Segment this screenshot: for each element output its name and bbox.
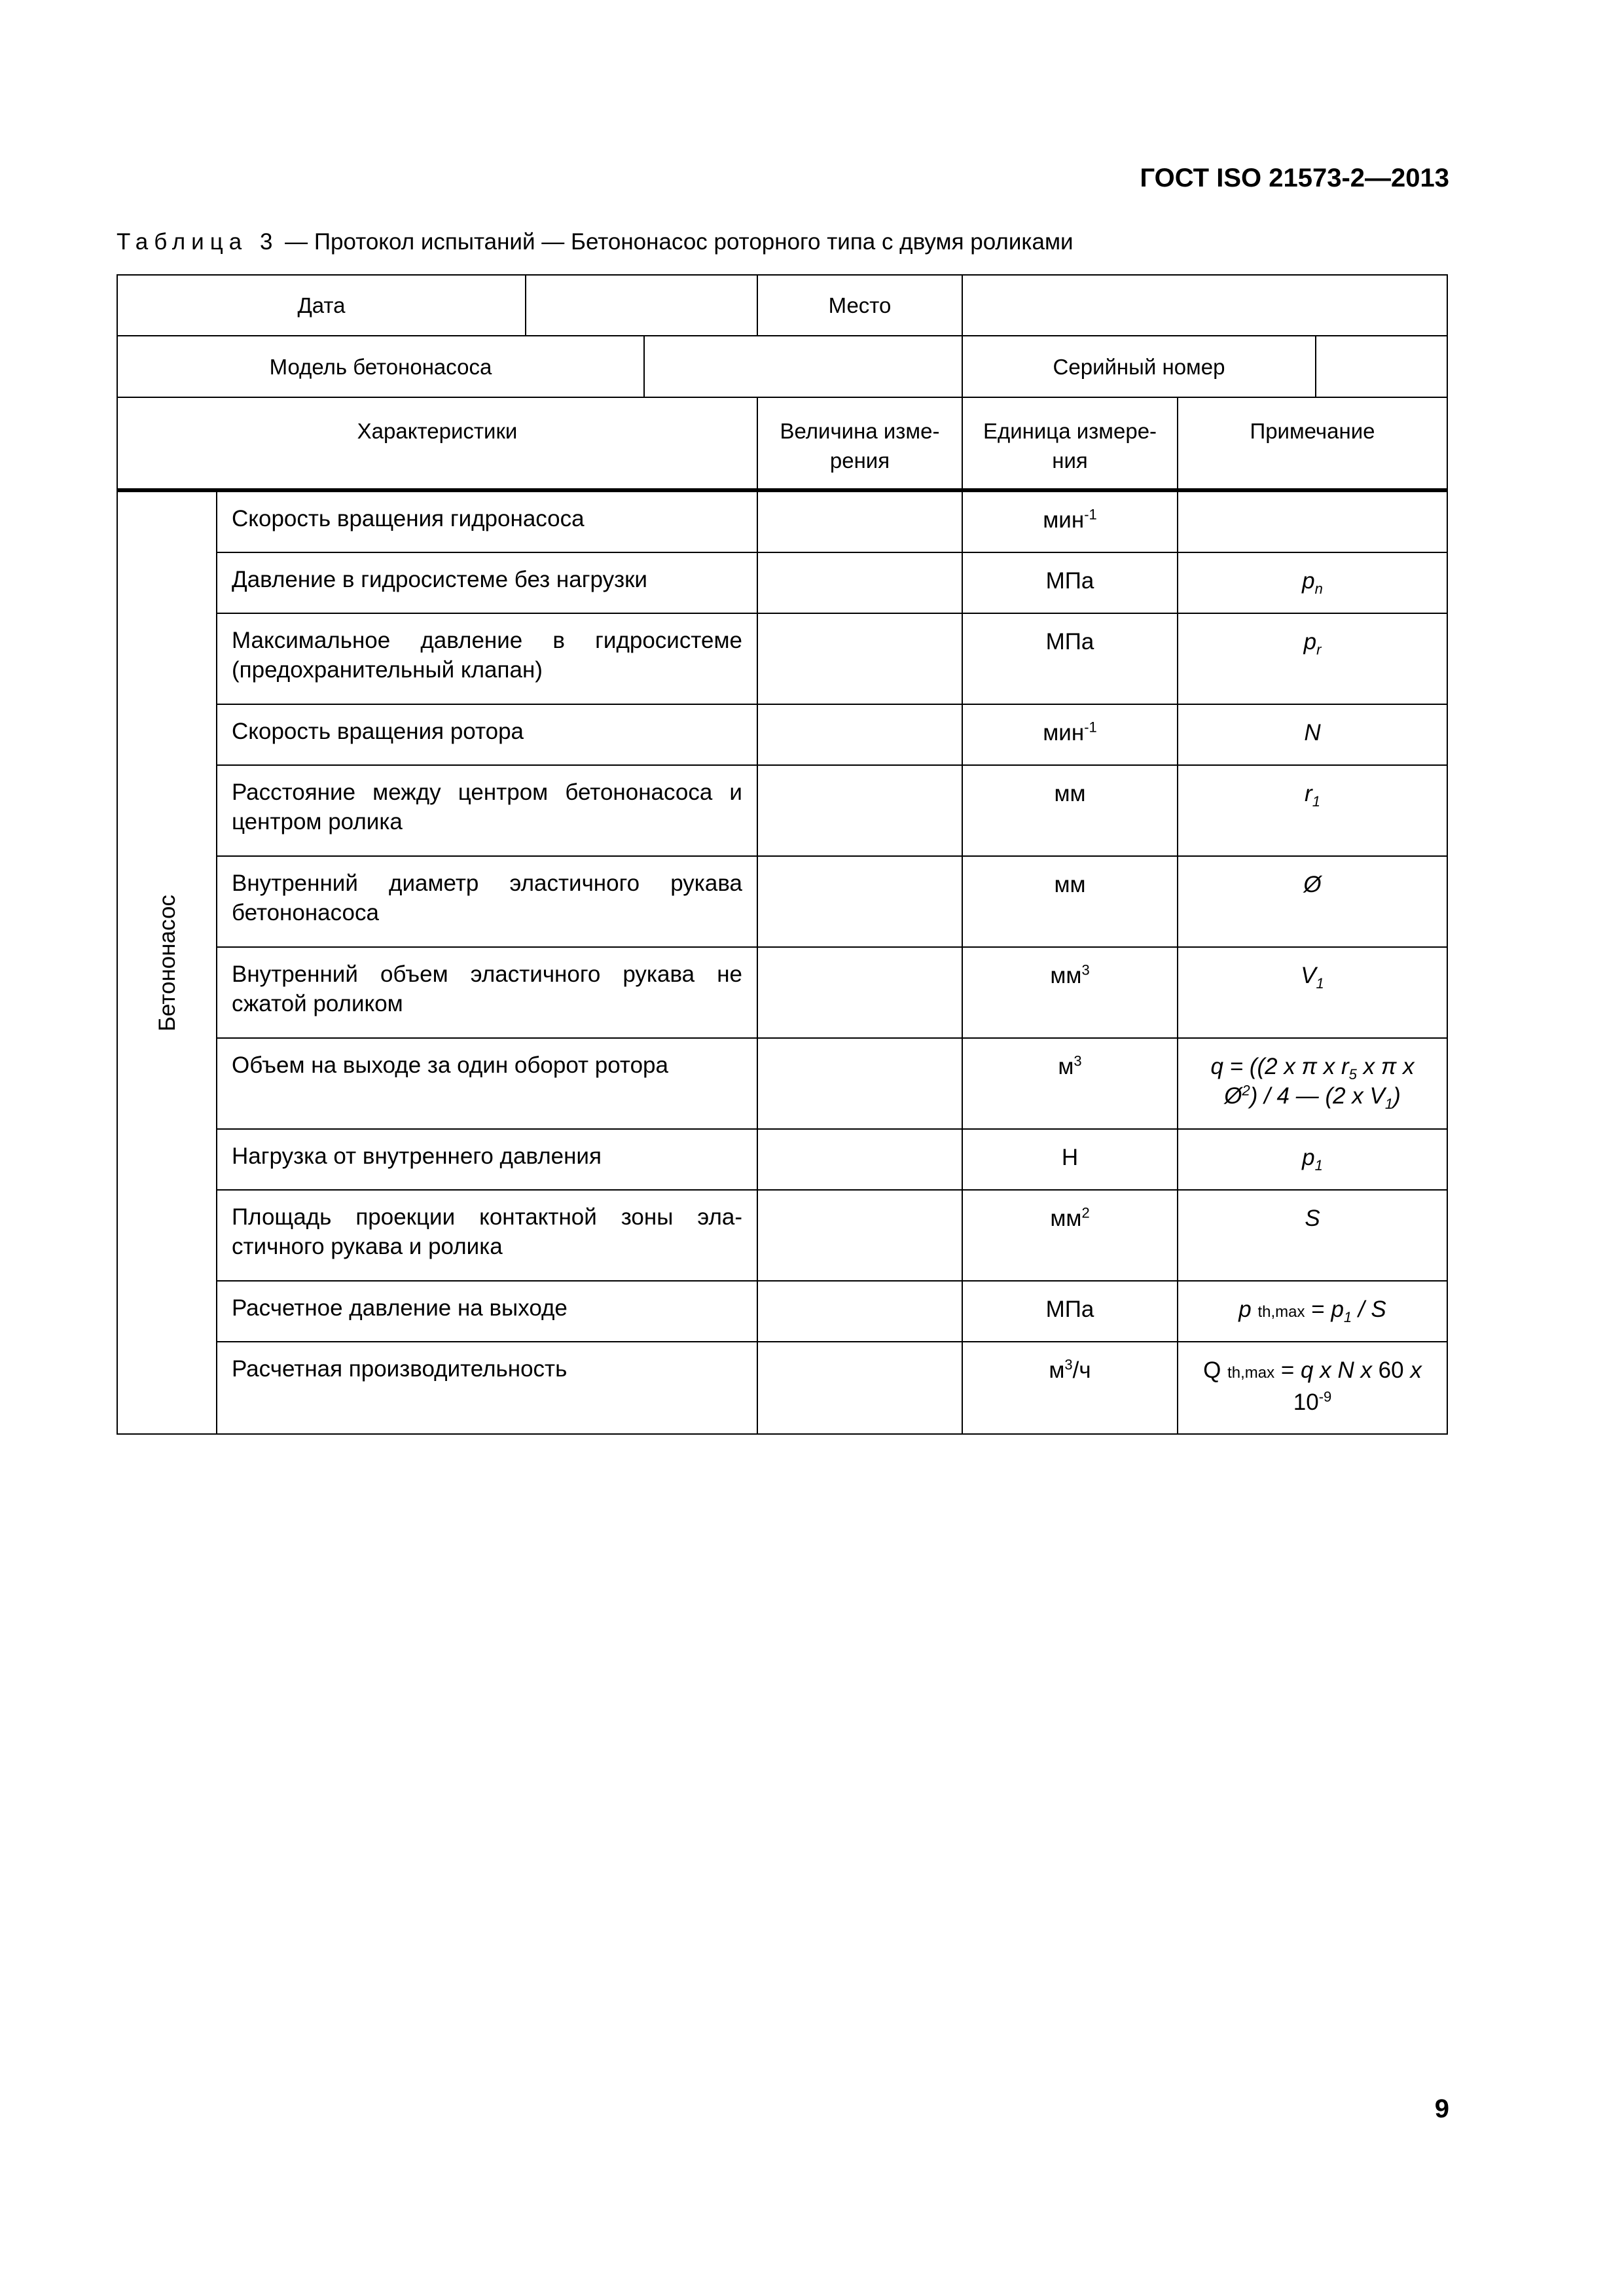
measured-value-cell[interactable] — [757, 764, 963, 857]
note-value: $p_1$ — [1302, 1145, 1323, 1174]
unit-cell: МПа — [962, 613, 1178, 705]
unit-cell — [962, 1189, 1178, 1282]
group-label: Бетононасос — [154, 894, 180, 1031]
row-label: Нагрузка от внутреннего давления — [216, 1128, 758, 1191]
row-label: Расчетная производительность — [216, 1341, 758, 1435]
row-label: Расстояние между центром бетононасоса и центром ролика — [216, 764, 758, 857]
unit-value: $м^3$ — [1058, 1052, 1082, 1079]
unit-cell — [962, 1037, 1178, 1130]
note-value: q = ((2 x π x $r_5$ x π x $Ø^2) / 4$ — (2 x $V_1$) — [1210, 1054, 1415, 1112]
unit-cell — [962, 946, 1178, 1039]
unit-cell: МПа — [962, 552, 1178, 614]
place-value-cell[interactable] — [962, 274, 1448, 336]
note-cell — [1177, 946, 1448, 1039]
row-label: Объем на выходе за один оборот ротора — [216, 1037, 758, 1130]
note-value: Q th,max = q x N x 60 x $10^{-9}$ — [1203, 1357, 1422, 1415]
measured-value-cell[interactable] — [757, 1341, 963, 1435]
measured-value-cell[interactable] — [757, 491, 963, 553]
unit-value: $мм^2$ — [1050, 1204, 1090, 1231]
unit-cell: мм — [962, 855, 1178, 948]
model-label: Модель бетононасоса — [117, 335, 645, 398]
measured-value-cell[interactable] — [757, 704, 963, 766]
note-cell — [1177, 1280, 1448, 1342]
unit-cell — [962, 1341, 1178, 1435]
page-number: 9 — [1434, 2094, 1449, 2123]
date-value-cell[interactable] — [525, 274, 758, 336]
row-label: Скорость вращения гидронасоса — [216, 491, 758, 553]
row-label: Внутренний объем эластичного рукава не сжатой роликом — [216, 946, 758, 1039]
note-cell: S — [1177, 1189, 1448, 1282]
note-cell — [1177, 764, 1448, 857]
unit-cell — [962, 704, 1178, 766]
group-label-cell — [117, 491, 217, 1435]
header-measured-value: Величина изме-рения — [757, 397, 963, 492]
row-label: Внутренний диаметр эластичного рукава бетононасоса — [216, 855, 758, 948]
measured-value-cell[interactable] — [757, 1037, 963, 1130]
note-cell — [1177, 491, 1448, 553]
note-cell — [1177, 1037, 1448, 1130]
note-value: $r_1$ — [1305, 781, 1320, 810]
note-cell — [1177, 1128, 1448, 1191]
header-note: Примечание — [1177, 397, 1448, 492]
header-unit: Единица измере-ния — [962, 397, 1178, 492]
measured-value-cell[interactable] — [757, 552, 963, 614]
unit-cell: Н — [962, 1128, 1178, 1191]
measured-value-cell[interactable] — [757, 1189, 963, 1282]
standard-number: ГОСТ ISO 21573-2—2013 — [1140, 164, 1449, 192]
note-value: $p_n$ — [1302, 568, 1323, 597]
header-characteristics: Характеристики — [117, 397, 758, 492]
unit-value: мин$^{-1}$ — [1043, 506, 1097, 533]
row-label: Расчетное давление на выходе — [216, 1280, 758, 1342]
row-label: Давление в гидросистеме без нагрузки — [216, 552, 758, 614]
table-caption-prefix: Таблица 3 — [117, 229, 279, 255]
model-value-cell[interactable] — [643, 335, 963, 398]
unit-cell: МПа — [962, 1280, 1178, 1342]
note-value: $p_r$ — [1303, 629, 1322, 658]
note-value: $V_1$ — [1301, 963, 1324, 992]
measured-value-cell[interactable] — [757, 855, 963, 948]
note-cell: Ø — [1177, 855, 1448, 948]
table-caption-text: — Протокол испытаний — Бетононасос роторного типа с двумя роликами — [278, 229, 1074, 255]
note-cell: N — [1177, 704, 1448, 766]
table-caption — [117, 229, 1074, 255]
note-cell — [1177, 1341, 1448, 1435]
unit-value: $мм^3$ — [1050, 961, 1090, 988]
place-label: Место — [757, 274, 963, 336]
serial-value-cell[interactable] — [1315, 335, 1448, 398]
unit-value: $м^3/ч$ — [1049, 1356, 1091, 1383]
note-cell — [1177, 613, 1448, 705]
unit-value: мин$^{-1}$ — [1043, 719, 1097, 745]
unit-cell: мм — [962, 764, 1178, 857]
note-cell — [1177, 552, 1448, 614]
row-label: Максимальное давление в гидросистеме (предохранительный клапан) — [216, 613, 758, 705]
measured-value-cell[interactable] — [757, 946, 963, 1039]
row-label: Площадь проекции контактной зоны эла-стичного рукава и ролика — [216, 1189, 758, 1282]
unit-cell — [962, 491, 1178, 553]
measured-value-cell[interactable] — [757, 613, 963, 705]
date-label: Дата — [117, 274, 526, 336]
measured-value-cell[interactable] — [757, 1280, 963, 1342]
serial-label: Серийный номер — [962, 335, 1316, 398]
test-protocol-table — [117, 274, 1448, 1435]
note-value: p $th,\max = p_1 / S$ — [1238, 1297, 1386, 1325]
row-label: Скорость вращения ротора — [216, 704, 758, 766]
measured-value-cell[interactable] — [757, 1128, 963, 1191]
